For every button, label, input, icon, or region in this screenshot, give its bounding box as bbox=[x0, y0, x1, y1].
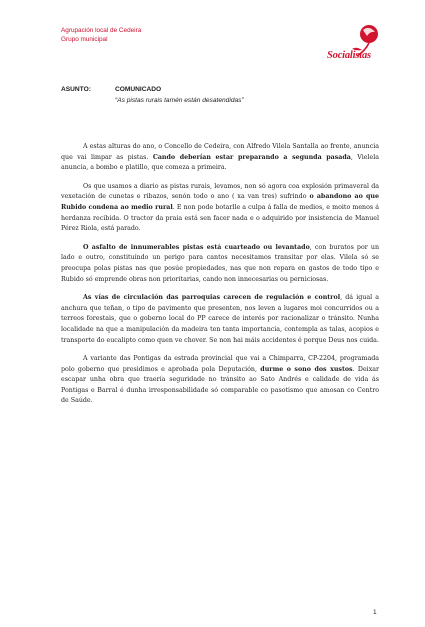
document-body bbox=[61, 142, 379, 415]
bold-text: As vías de circulación das parroquias carecen de regulación e control bbox=[83, 294, 341, 302]
body-paragraph bbox=[61, 142, 379, 174]
paragraph-text: , con buratos por un lado e outro, constituíndo un perigo para cantos necesitamos transitar por elas. Vilela só se preocupa polas pistas nas que posúe propiedades, nas que non repara en gastos de todo tipo e Rubido só emprende obras non prioritarias, cando non innecesarias ou perniciosas. bbox=[61, 243, 379, 283]
paragraph-text: . Deixar escapar unha obra que traería seguridade no tránsito ao Sato Andrés e calidade de vida ás Pontigas e Barral é dunha irresponsabilidade só comparable co pasotismo que amosan co Centro de Saúde. bbox=[61, 365, 380, 405]
paragraph-text: Os que usamos a diario as pistas rurais, levamos, non só agora coa explosión primaveral da vexetación de cunetas e ribazos, senón todo o ano ( xa van tres) sufrindo bbox=[61, 182, 379, 201]
org-group: Grupo municipal bbox=[61, 36, 108, 43]
subject-block bbox=[61, 84, 244, 104]
paragraph-text: , dá igual a anchura que teñan, o tipo de pavimento que presenten, nos leven a lugares moi concurridos ou a terreos forestais, que o goberno local do PP carece de interés por racionalizar o tránsito. Nunha localidade na que a manipulación da madeira ten tanta importancia, contempla as talas, acopios e transporte do eucalipto como quen ve chover. Se non hai máis accidentes é porque Deus nos cuida. bbox=[61, 294, 380, 344]
socialistas-logo-text: Socialistas bbox=[327, 50, 371, 61]
organization-header bbox=[61, 26, 141, 44]
body-paragraph bbox=[61, 293, 379, 346]
subject-label: ASUNTO: bbox=[61, 86, 91, 93]
bold-text: Cando deberían estar preparando a segunda pasada bbox=[152, 153, 351, 161]
paragraph-text: . E non pode botarlle a culpa á falla de medios, e moito menos á herdanza recibida. O tractor da praia está sen facer nada e o adquirido por insistencia de Manuel Pérez Riola, está parado. bbox=[61, 203, 379, 233]
paragraph-text: A variante das Pontigas da estrada provincial que vai a Chimparra, CP-2204, programada polo goberno que presidimos e aprobada pola Deputación, bbox=[61, 355, 379, 373]
paragraph-text: , Vielela anuncia, a bombo e platillo, que comeza a primeira. bbox=[61, 153, 379, 172]
bold-text: o abandono ao que Rubido condena ao medio rural bbox=[61, 193, 379, 211]
body-paragraph bbox=[61, 182, 379, 235]
subject-value: COMUNICADO bbox=[115, 86, 162, 93]
body-paragraph bbox=[61, 243, 379, 285]
org-name: Agrupación local de Cedeira bbox=[61, 27, 142, 34]
bold-text: durme o sono dos xustos bbox=[260, 365, 353, 373]
paragraph-text: A estas alturas do ano, o Concello de Cedeira, con Alfredo Vilela Santalla ao frente, anuncia que vai limpar as pistas. bbox=[61, 143, 379, 161]
page-number: 1 bbox=[373, 609, 377, 616]
subject-quote: “As pistas rurais tamén están desatendidas” bbox=[115, 97, 244, 104]
bold-text: O asfalto de innumerables pistas está cuarteado ou levantado bbox=[83, 243, 310, 251]
body-paragraph bbox=[61, 354, 379, 407]
